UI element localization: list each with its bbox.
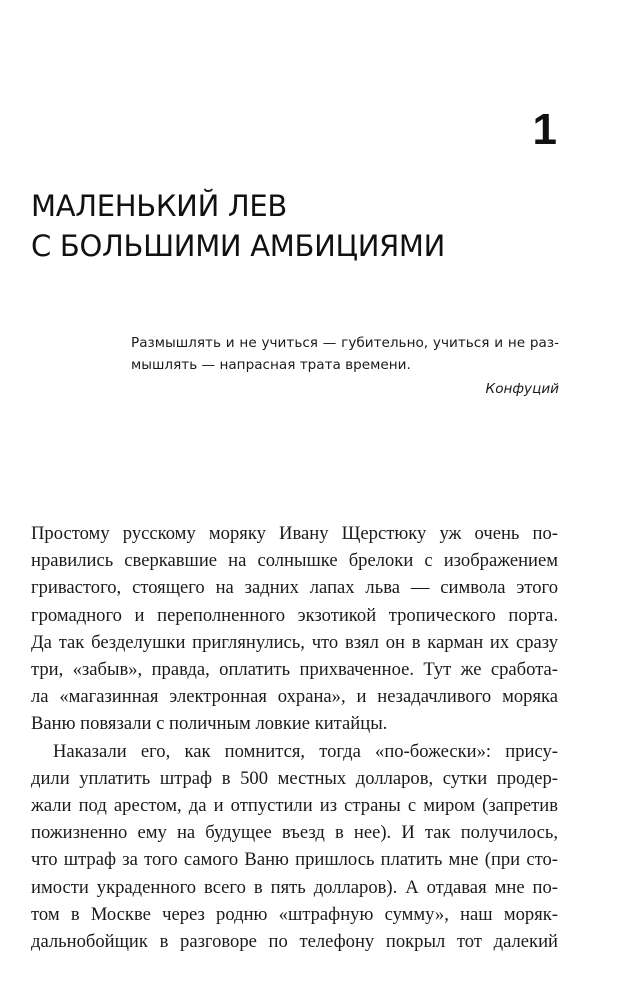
chapter-title-line: МАЛЕНЬКИЙ ЛЕВ xyxy=(31,189,288,223)
chapter-title-line: С БОЛЬШИМИ АМБИЦИЯМИ xyxy=(31,229,446,263)
paragraph-2-line: имости украденного всего в пять долларов). А отдавая мне по- xyxy=(31,876,558,898)
chapter-number: 1 xyxy=(532,105,557,154)
paragraph-2-line: пожизненно ему на будущее въезд в нее). И так получилось, xyxy=(31,822,558,844)
paragraph-2-line: дальнобойщик в разговоре по телефону покрыл тот далекий xyxy=(31,931,558,953)
chapter-title xyxy=(31,186,591,266)
paragraph-1-line: три, «забыв», правда, оплатить прихваченное. Тут же сработа- xyxy=(31,659,558,681)
paragraph-1-line: Ваню повязали с поличным ловкие китайцы. xyxy=(31,713,388,735)
paragraph-2-line: что штраф за того самого Ваню пришлось платить мне (при сто- xyxy=(31,849,558,871)
paragraph-1-line: Простому русскому моряку Ивану Щерстюку уж очень по- xyxy=(31,523,558,544)
body-text xyxy=(31,520,558,955)
epigraph-line: Размышлять и не учиться — губительно, учиться и не раз- xyxy=(131,335,559,351)
paragraph-1-line: громадного и переполненного экзотикой тропического порта. xyxy=(31,604,558,626)
paragraph-2-line: Наказали его, как помнится, тогда «по-божески»: прису- xyxy=(53,740,558,762)
paragraph-1-line: Да так безделушки приглянулись, что взял он в карман их сразу xyxy=(31,631,558,653)
paragraph-1-line: нравились сверкавшие на солнышке брелоки с изображением xyxy=(31,550,558,572)
epigraph-author: Конфуций xyxy=(485,381,559,397)
paragraph-1-line: ла «магазинная электронная охрана», и незадачливого моряка xyxy=(31,686,558,708)
paragraph-2-line: дили уплатить штраф в 500 местных долларов, сутки продер- xyxy=(31,767,558,789)
paragraph-2-line: том в Москве через родню «штрафную сумму», наш моряк- xyxy=(31,903,558,925)
paragraph-1-line: гривастого, стоящего на задних лапах льва — символа этого xyxy=(31,577,558,599)
paragraph-2-line: жали под арестом, да и отпустили из страны с миром (запретив xyxy=(31,795,558,817)
epigraph xyxy=(131,332,559,400)
epigraph-line: мышлять — напрасная трата времени. xyxy=(131,357,411,373)
